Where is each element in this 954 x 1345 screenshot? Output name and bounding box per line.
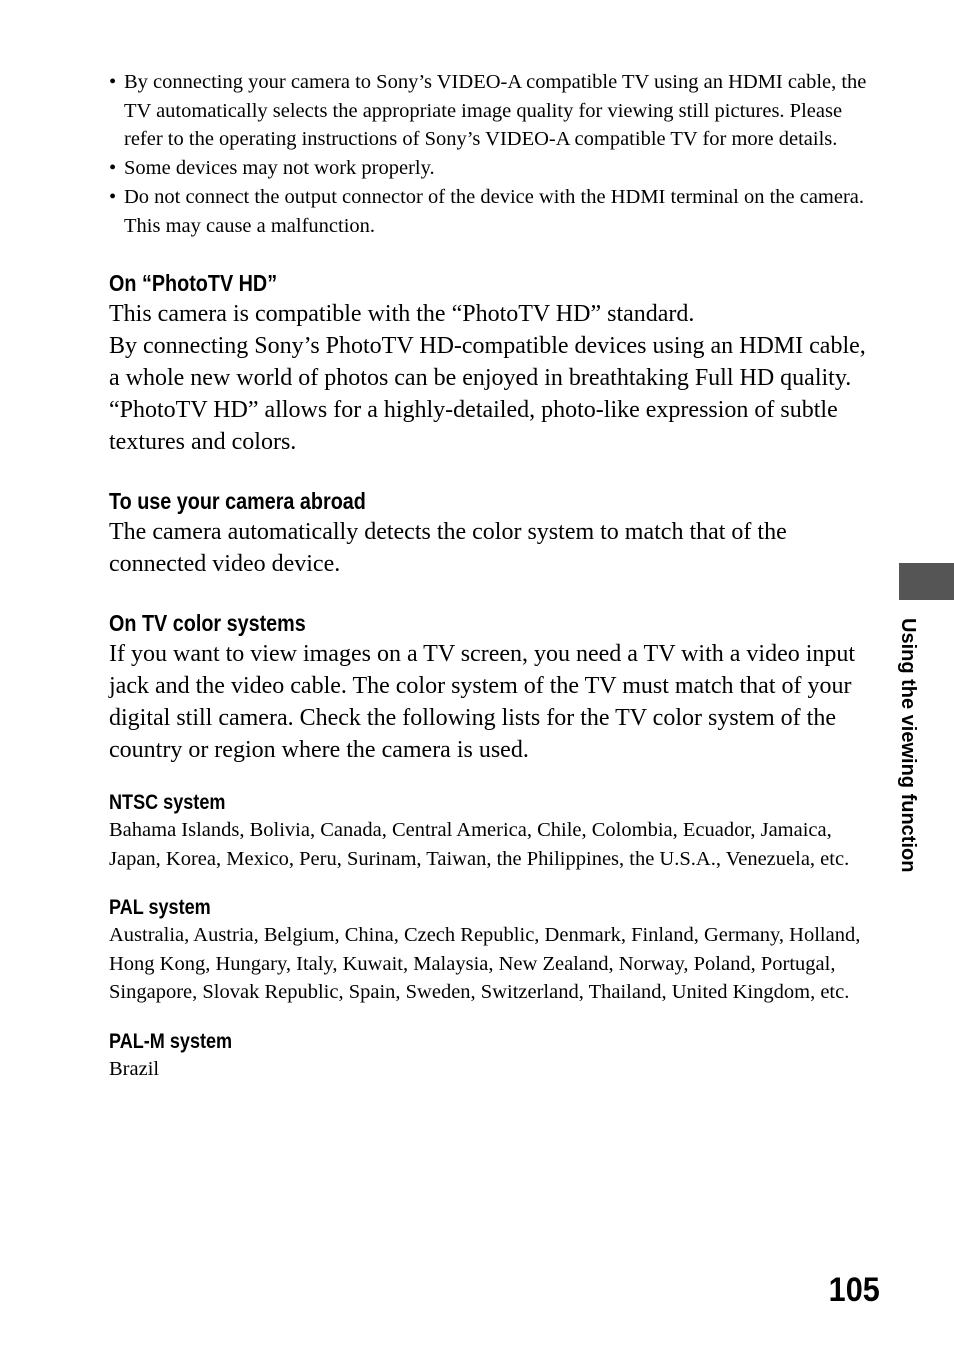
phototv-section <box>109 268 879 458</box>
phototv-paragraph: By connecting Sony’s PhotoTV HD-compatible devices using an HDMI cable, a whole new world of photos can be enjoyed in breathtaking Full HD quality. <box>109 333 866 392</box>
phototv-heading: On “PhotoTV HD” <box>109 270 278 297</box>
list-item <box>109 183 879 240</box>
tv-color-heading: On TV color systems <box>109 610 306 637</box>
pal-m-countries: Brazil <box>109 1057 160 1080</box>
ntsc-countries: Bahama Islands, Bolivia, Canada, Central America, Chile, Colombia, Ecuador, Jamaica, Japan, Korea, Mexico, Peru, Surinam, Taiwan, the Philippines, the U.S.A., Venezuela, etc. <box>109 819 850 870</box>
abroad-section <box>109 486 879 580</box>
ntsc-heading: NTSC system <box>109 791 226 815</box>
note-text: Do not connect the output connector of the device with the HDMI terminal on the camera. This may cause a malfunction. <box>124 185 865 237</box>
pal-m-section <box>109 1029 879 1084</box>
chapter-tab-marker <box>899 563 954 600</box>
pal-countries: Australia, Austria, Belgium, China, Czech Republic, Denmark, Finland, Germany, Holland, Hong Kong, Hungary, Italy, Kuwait, Malaysia, New Zealand, Norway, Poland, Portugal, Singapore, Slovak Republic, Spain, Sweden, Switzerland, Thailand, United Kingdom, etc. <box>109 924 861 1004</box>
phototv-paragraph: “PhotoTV HD” allows for a highly-detailed, photo-like expression of subtle textures and colors. <box>109 397 838 456</box>
ntsc-section <box>109 790 879 873</box>
note-text: Some devices may not work properly. <box>124 157 435 180</box>
pal-m-heading: PAL-M system <box>109 1029 233 1053</box>
list-item <box>109 68 879 154</box>
bullet-glyph: • <box>109 185 117 208</box>
abroad-paragraph: The camera automatically detects the color system to match that of the connected video device. <box>109 519 787 578</box>
note-text: By connecting your camera to Sony’s VIDEO-A compatible TV using an HDMI cable, the TV automatically selects the appropriate image quality for viewing still pictures. Please refer to the operating instructions of Sony’s VIDEO-A compatible TV for more details. <box>124 71 867 151</box>
tv-color-paragraph: If you want to view images on a TV screen, you need a TV with a video input jack and the video cable. The color system of the TV must match that of your digital still camera. Check the following lists for the TV color system of the country or region where the camera is used. <box>109 641 856 764</box>
chapter-side-label: Using the viewing function <box>897 618 919 873</box>
tv-color-section <box>109 608 879 766</box>
bullet-glyph: • <box>109 71 117 93</box>
page-content <box>109 68 879 1083</box>
notes-list <box>109 68 879 240</box>
abroad-heading: To use your camera abroad <box>109 488 366 515</box>
pal-heading: PAL system <box>109 896 211 920</box>
bullet-glyph: • <box>109 157 117 180</box>
page-number: 105 <box>828 1271 880 1309</box>
pal-section <box>109 895 879 1007</box>
list-item <box>109 154 879 183</box>
phototv-paragraph: This camera is compatible with the “PhotoTV HD” standard. <box>109 301 695 328</box>
